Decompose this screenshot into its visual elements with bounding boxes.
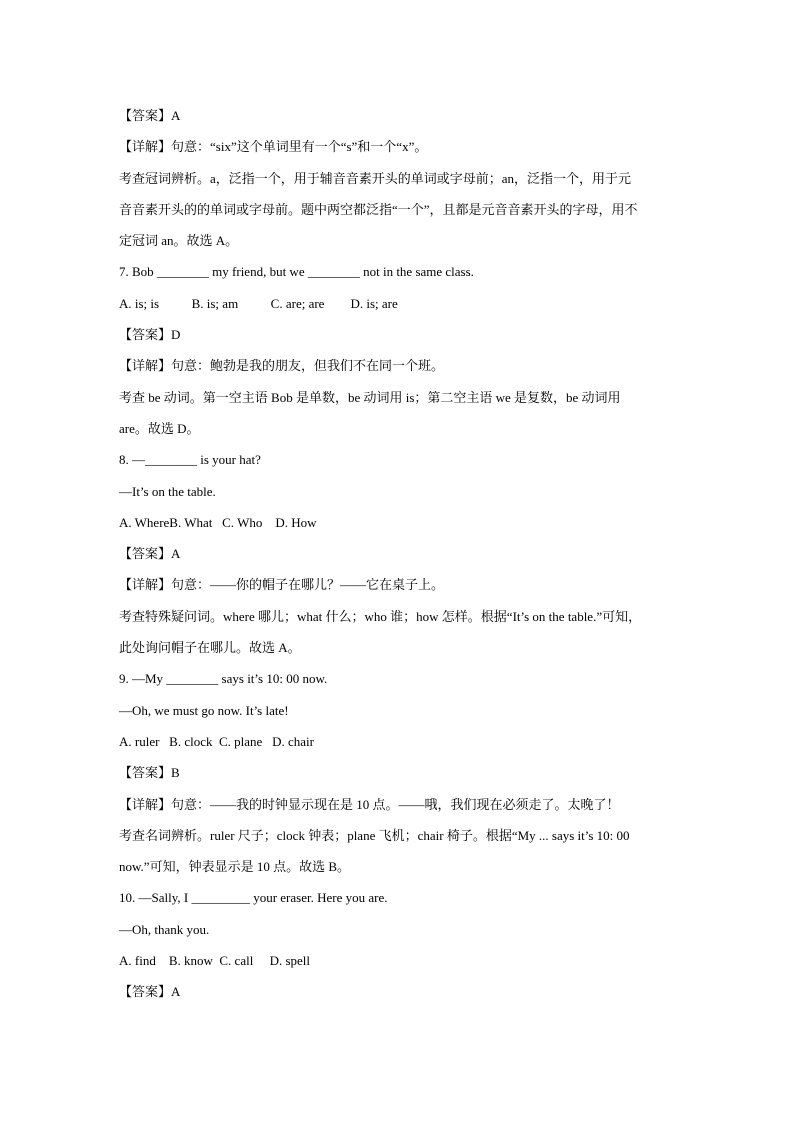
answer-label: 【答案】A [119,984,181,1000]
explanation-line: 【详解】句意：——我的时钟显示现在是 10 点。——哦，我们现在必须走了。太晚了！ [119,796,620,812]
explanation-line: 此处询问帽子在哪儿。故选 A。 [119,640,301,656]
explanation-line: now.”可知，钟表显示是 10 点。故选 B。 [119,859,350,875]
question-8: 8. —________ is your hat? [119,452,261,468]
options-8: A. WhereB. What C. Who D. How [119,514,317,530]
question-7: 7. Bob ________ my friend, but we ________ not in the same class. [119,264,474,280]
answer-label: 【答案】D [119,327,181,343]
explanation-line: are。故选 D。 [119,420,200,436]
explanation-line: 考查特殊疑问词。where 哪儿；what 什么；who 谁；how 怎样。根据“It’s on the table.”可知， [119,608,642,624]
explanation-line: 考查 be 动词。第一空主语 Bob 是单数，be 动词用 is；第二空主语 we 是复数，be 动词用 [119,389,621,405]
dialogue-line: —Oh, we must go now. It’s late! [119,702,289,718]
explanation-line: 【详解】句意：鲍勃是我的朋友，但我们不在同一个班。 [119,358,445,374]
explanation-line: 音音素开头的的单词或字母前。题中两空都泛指“一个”，且都是元音音素开头的字母，用不 [119,201,638,217]
answer-label: 【答案】A [119,546,181,562]
options-9: A. ruler B. clock C. plane D. chair [119,733,314,749]
answer-label: 【答案】B [119,765,180,781]
options-10: A. find B. know C. call D. spell [119,953,311,969]
document-body [119,100,679,1008]
explanation-line: 【详解】句意：“six”这个单词里有一个“s”和一个“x”。 [119,139,428,155]
explanation-line: 考查名词辨析。ruler 尺子；clock 钟表；plane 飞机；chair 椅子。根据“My ... says it’s 10: 00 [119,827,630,843]
explanation-line: 【详解】句意：——你的帽子在哪儿？——它在桌子上。 [119,577,445,593]
answer-label: 【答案】A [119,108,181,123]
explanation-line: 考查冠词辨析。a，泛指一个，用于辅音音素开头的单词或字母前；an，泛指一个，用于元 [119,170,632,186]
explanation-line: 定冠词 an。故选 A。 [119,233,239,249]
dialogue-line: —It’s on the table. [119,483,216,499]
dialogue-line: —Oh, thank you. [119,921,210,937]
question-10: 10. —Sally, I _________ your eraser. Here you are. [119,890,388,906]
options-7: A. is; is B. is; am C. are; are D. is; are [119,295,398,311]
question-9: 9. —My ________ says it’s 10: 00 now. [119,671,328,687]
